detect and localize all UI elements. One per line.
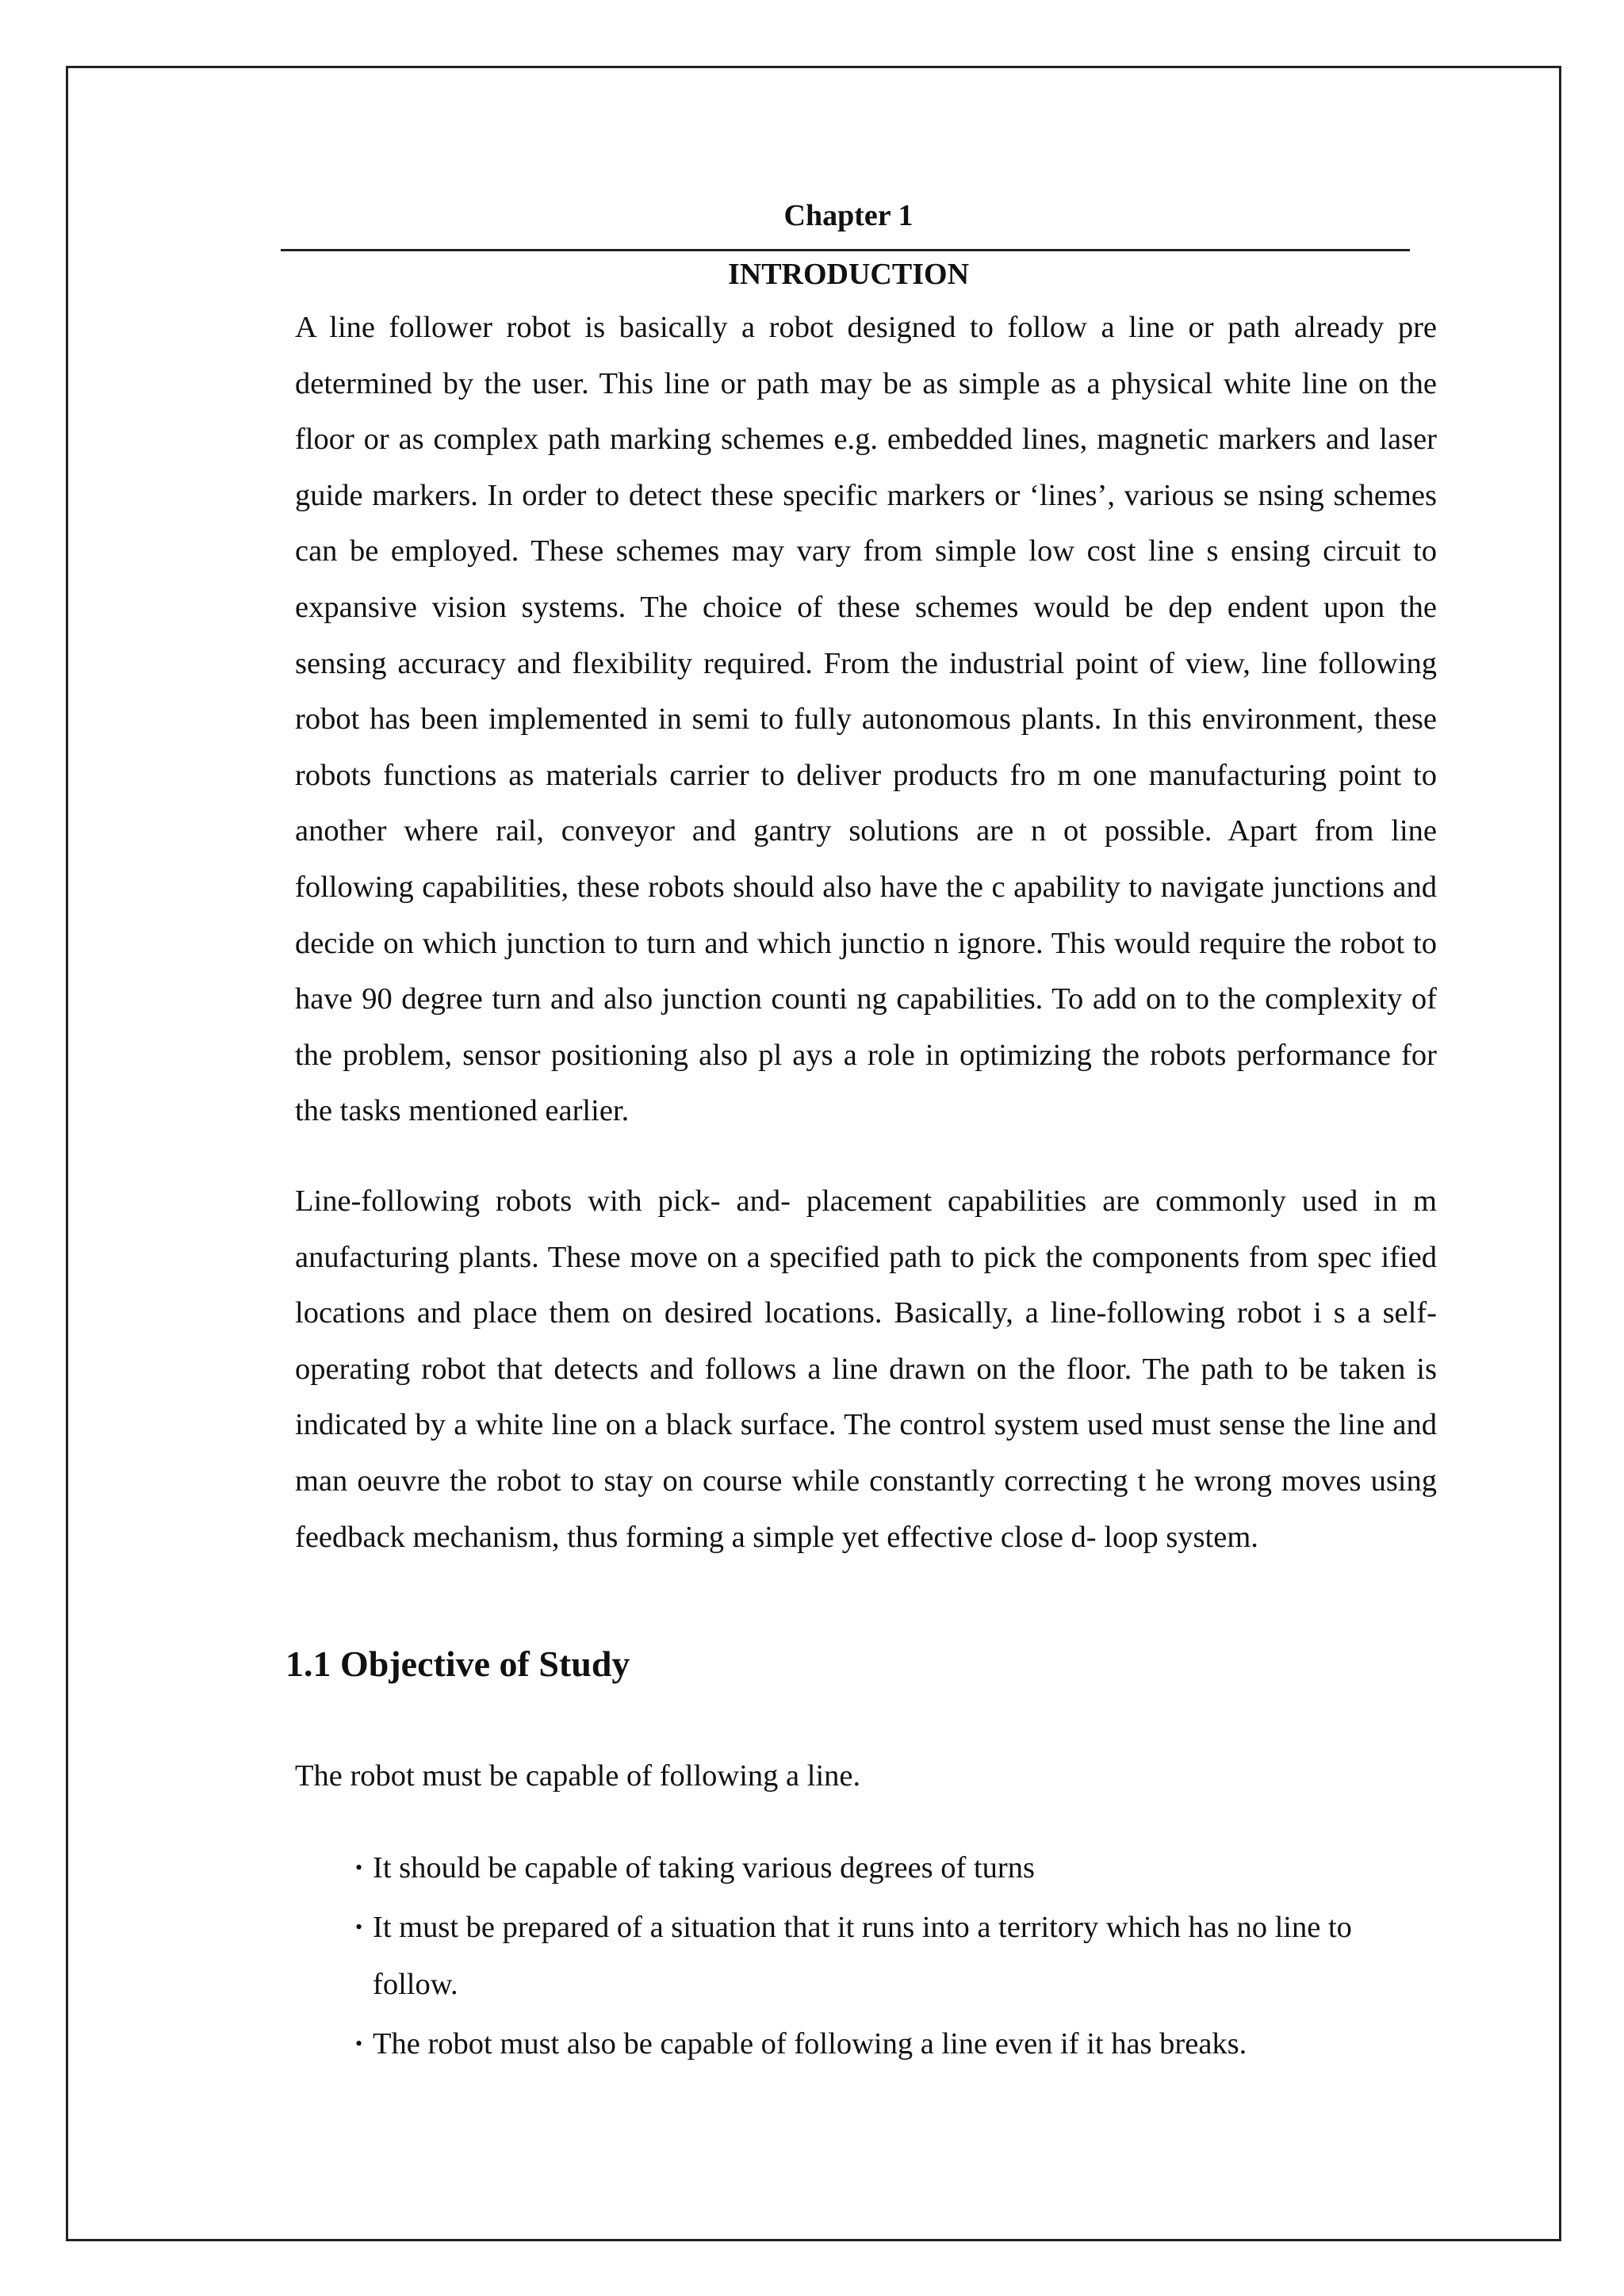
list-item xyxy=(355,1899,1418,2013)
intro-paragraph-1: A line follower robot is basically a robot designed to follow a line or path already pre determined by the user. This line or path may be as simple as a physical white line on the floor or as complex path marking schemes e.g. embedded lines, magnetic markers and laser guide markers. In order to detect these specific markers or ‘lines’, various se nsing schemes can be employed. These schemes may vary from simple low cost line s ensing circuit to expansive vision systems. The choice of these schemes would be dep endent upon the sensing accuracy and flexibility required. From the industrial point of view, line following robot has been implemented in semi to fully autonomous plants. In this environment, these robots functions as materials carrier to deliver products fro m one manufacturing point to another where rail, conveyor and gantry solutions are n ot possible. Apart from line following capabilities, these robots should also have the c apability to navigate junctions and decide on which junction to turn and which junctio n ignore. This would require the robot to have 90 degree turn and also junction counti ng capabilities. To add on to the complexity of the problem, sensor positioning also pl ays a role in optimizing the robots performance for the tasks mentioned earlier. xyxy=(295,311,1437,1128)
bullet-text: The robot must also be capable of following a line even if it has breaks. xyxy=(373,2027,1247,2061)
section-heading-objective: 1.1 Objective of Study xyxy=(285,1644,630,1684)
list-item xyxy=(355,1839,1418,1896)
objective-bullet-list xyxy=(355,1839,1418,2075)
chapter-label: Chapter 1 xyxy=(783,199,914,232)
list-item xyxy=(355,2015,1418,2072)
bullet-icon: • xyxy=(355,2032,363,2055)
intro-paragraph-2: Line-following robots with pick- and- placement capabilities are commonly used in m anufacturing plants. These move on a specified path to pick the components from spec ified locations and place them on desired locations. Basically, a line-following robot i s a self-operating robot that detects and follows a line drawn on the floor. The path to be taken is indicated by a white line on a black surface. The control system used must sense the line and man oeuvre the robot to stay on course while constantly correcting t he wrong moves using feedback mechanism, thus forming a simple yet effective close d- loop system. xyxy=(295,1184,1437,1554)
bullet-text: It must be prepared of a situation that it runs into a territory which has no line to follow. xyxy=(373,1911,1352,2001)
bullet-icon: • xyxy=(355,1915,363,1938)
bullet-icon: • xyxy=(355,1856,363,1879)
chapter-title: INTRODUCTION xyxy=(727,258,970,291)
objective-intro: The robot must be capable of following a line. xyxy=(295,1759,861,1793)
bullet-text: It should be capable of taking various degrees of turns xyxy=(373,1851,1035,1885)
